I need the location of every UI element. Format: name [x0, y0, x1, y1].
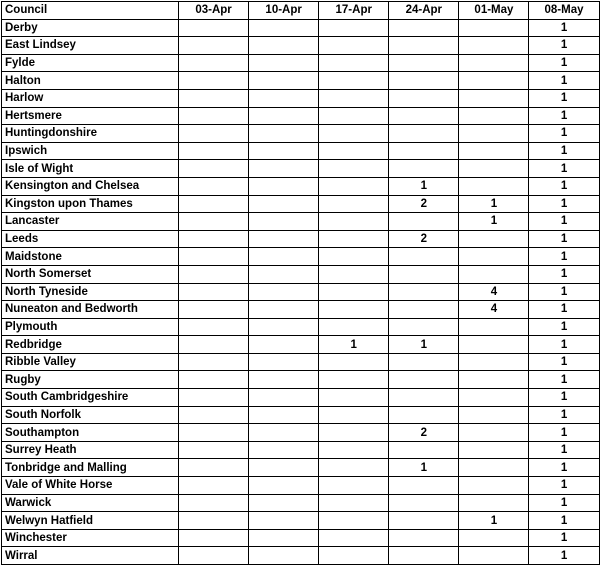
- count-cell: [459, 389, 529, 407]
- count-cell: [249, 441, 319, 459]
- count-cell: [319, 72, 389, 90]
- count-cell: [179, 265, 249, 283]
- count-cell: [389, 37, 459, 55]
- count-cell: [389, 477, 459, 495]
- count-cell: [319, 283, 389, 301]
- count-cell: [249, 177, 319, 195]
- count-cell: [319, 177, 389, 195]
- table-row: [2, 371, 600, 389]
- count-cell: [319, 54, 389, 72]
- count-cell: [179, 248, 249, 266]
- count-cell: [459, 406, 529, 424]
- count-cell: [249, 72, 319, 90]
- table-row: [2, 424, 600, 442]
- count-cell: 1: [529, 195, 599, 213]
- count-cell: [389, 547, 459, 565]
- table-row: [2, 248, 600, 266]
- table-row: [2, 353, 600, 371]
- count-cell: 1: [529, 248, 599, 266]
- count-cell: [459, 424, 529, 442]
- count-cell: [249, 547, 319, 565]
- count-cell: [389, 441, 459, 459]
- council-name-cell: Vale of White Horse: [2, 477, 179, 495]
- count-cell: 2: [389, 195, 459, 213]
- count-cell: [319, 160, 389, 178]
- count-cell: 1: [389, 177, 459, 195]
- count-cell: 1: [529, 441, 599, 459]
- count-cell: 1: [459, 213, 529, 231]
- count-cell: 1: [389, 336, 459, 354]
- count-cell: [249, 283, 319, 301]
- council-name-cell: Hertsmere: [2, 107, 179, 125]
- count-cell: [459, 371, 529, 389]
- count-cell: [249, 371, 319, 389]
- header-row: [2, 2, 600, 20]
- count-cell: [319, 547, 389, 565]
- count-cell: [249, 424, 319, 442]
- count-cell: [249, 477, 319, 495]
- council-name-cell: Rugby: [2, 371, 179, 389]
- count-cell: [249, 512, 319, 530]
- count-cell: [179, 424, 249, 442]
- count-cell: [319, 477, 389, 495]
- table-row: [2, 195, 600, 213]
- count-cell: [179, 512, 249, 530]
- table-row: [2, 441, 600, 459]
- count-cell: [179, 353, 249, 371]
- table-row: [2, 177, 600, 195]
- council-name-cell: Kingston upon Thames: [2, 195, 179, 213]
- council-name-cell: Ribble Valley: [2, 353, 179, 371]
- table-body: [2, 19, 600, 564]
- table-row: [2, 512, 600, 530]
- count-cell: [249, 160, 319, 178]
- council-name-cell: Fylde: [2, 54, 179, 72]
- count-cell: 1: [319, 336, 389, 354]
- count-cell: [459, 477, 529, 495]
- council-name-cell: Harlow: [2, 89, 179, 107]
- count-cell: [459, 142, 529, 160]
- count-cell: [249, 125, 319, 143]
- table-row: [2, 37, 600, 55]
- count-cell: [179, 177, 249, 195]
- count-cell: [249, 19, 319, 37]
- count-cell: 1: [529, 424, 599, 442]
- count-cell: [179, 371, 249, 389]
- table-row: [2, 301, 600, 319]
- count-cell: [319, 213, 389, 231]
- count-cell: [319, 371, 389, 389]
- council-name-cell: South Cambridgeshire: [2, 389, 179, 407]
- council-name-cell: Wirral: [2, 547, 179, 565]
- count-cell: [389, 301, 459, 319]
- count-cell: [319, 512, 389, 530]
- count-cell: [459, 529, 529, 547]
- count-cell: [389, 107, 459, 125]
- count-cell: [249, 230, 319, 248]
- table-row: [2, 54, 600, 72]
- count-cell: [249, 107, 319, 125]
- count-cell: 1: [529, 547, 599, 565]
- count-cell: [319, 230, 389, 248]
- count-cell: 1: [459, 195, 529, 213]
- column-header-17-apr: 17-Apr: [319, 2, 389, 20]
- count-cell: [389, 160, 459, 178]
- count-cell: [179, 37, 249, 55]
- table-row: [2, 406, 600, 424]
- count-cell: 1: [529, 371, 599, 389]
- count-cell: 4: [459, 301, 529, 319]
- council-name-cell: Kensington and Chelsea: [2, 177, 179, 195]
- count-cell: [179, 441, 249, 459]
- count-cell: [459, 459, 529, 477]
- count-cell: 2: [389, 424, 459, 442]
- count-cell: [319, 318, 389, 336]
- count-cell: [249, 195, 319, 213]
- table-row: [2, 213, 600, 231]
- count-cell: [249, 459, 319, 477]
- count-cell: [179, 336, 249, 354]
- count-cell: [179, 195, 249, 213]
- count-cell: [319, 125, 389, 143]
- count-cell: 1: [529, 265, 599, 283]
- count-cell: [459, 37, 529, 55]
- column-header-council: Council: [2, 2, 179, 20]
- count-cell: 1: [529, 37, 599, 55]
- count-cell: [179, 89, 249, 107]
- count-cell: [389, 265, 459, 283]
- count-cell: 1: [529, 72, 599, 90]
- count-cell: [389, 248, 459, 266]
- count-cell: [249, 54, 319, 72]
- table-row: [2, 89, 600, 107]
- count-cell: [389, 125, 459, 143]
- column-header-01-may: 01-May: [459, 2, 529, 20]
- count-cell: 1: [529, 142, 599, 160]
- count-cell: 1: [529, 177, 599, 195]
- count-cell: [319, 248, 389, 266]
- count-cell: 1: [529, 477, 599, 495]
- count-cell: [179, 477, 249, 495]
- column-header-03-apr: 03-Apr: [179, 2, 249, 20]
- count-cell: 1: [529, 301, 599, 319]
- count-cell: 1: [389, 459, 459, 477]
- count-cell: [249, 37, 319, 55]
- count-cell: [319, 424, 389, 442]
- table-row: [2, 283, 600, 301]
- count-cell: [459, 353, 529, 371]
- count-cell: [389, 406, 459, 424]
- count-cell: [389, 19, 459, 37]
- table-row: [2, 459, 600, 477]
- count-cell: [459, 177, 529, 195]
- council-name-cell: Huntingdonshire: [2, 125, 179, 143]
- count-cell: [319, 389, 389, 407]
- count-cell: [179, 54, 249, 72]
- count-cell: [179, 406, 249, 424]
- table-row: [2, 318, 600, 336]
- count-cell: [179, 459, 249, 477]
- column-header-24-apr: 24-Apr: [389, 2, 459, 20]
- count-cell: [459, 230, 529, 248]
- council-name-cell: Plymouth: [2, 318, 179, 336]
- count-cell: 1: [529, 459, 599, 477]
- count-cell: [459, 72, 529, 90]
- table-row: [2, 389, 600, 407]
- table-row: [2, 477, 600, 495]
- count-cell: [179, 547, 249, 565]
- count-cell: 1: [529, 336, 599, 354]
- count-cell: [389, 353, 459, 371]
- count-cell: [249, 389, 319, 407]
- count-cell: [249, 336, 319, 354]
- council-name-cell: North Tyneside: [2, 283, 179, 301]
- count-cell: 1: [529, 318, 599, 336]
- council-name-cell: East Lindsey: [2, 37, 179, 55]
- table-row: [2, 529, 600, 547]
- count-cell: [319, 142, 389, 160]
- count-cell: 1: [529, 529, 599, 547]
- count-cell: [249, 494, 319, 512]
- count-cell: [179, 529, 249, 547]
- count-cell: 1: [529, 406, 599, 424]
- count-cell: [389, 494, 459, 512]
- council-name-cell: South Norfolk: [2, 406, 179, 424]
- count-cell: [179, 230, 249, 248]
- count-cell: [179, 494, 249, 512]
- count-cell: 1: [529, 494, 599, 512]
- count-cell: [389, 54, 459, 72]
- count-cell: 1: [529, 89, 599, 107]
- count-cell: [249, 248, 319, 266]
- council-name-cell: Leeds: [2, 230, 179, 248]
- table-header: [2, 2, 600, 20]
- count-cell: [319, 195, 389, 213]
- count-cell: 1: [529, 19, 599, 37]
- table-row: [2, 547, 600, 565]
- count-cell: 2: [389, 230, 459, 248]
- count-cell: [459, 318, 529, 336]
- count-cell: [389, 512, 459, 530]
- count-cell: [179, 213, 249, 231]
- count-cell: [389, 389, 459, 407]
- count-cell: [319, 107, 389, 125]
- count-cell: [319, 19, 389, 37]
- count-cell: [389, 371, 459, 389]
- count-cell: 1: [529, 213, 599, 231]
- column-header-08-may: 08-May: [529, 2, 599, 20]
- council-name-cell: Isle of Wight: [2, 160, 179, 178]
- count-cell: [179, 107, 249, 125]
- count-cell: 1: [529, 160, 599, 178]
- count-cell: [179, 160, 249, 178]
- count-cell: [179, 142, 249, 160]
- count-cell: [459, 441, 529, 459]
- council-name-cell: Redbridge: [2, 336, 179, 354]
- table-row: [2, 265, 600, 283]
- count-cell: 4: [459, 283, 529, 301]
- council-name-cell: Derby: [2, 19, 179, 37]
- count-cell: [179, 301, 249, 319]
- count-cell: [319, 353, 389, 371]
- table-row: [2, 230, 600, 248]
- count-cell: [249, 353, 319, 371]
- count-cell: [459, 494, 529, 512]
- count-cell: [249, 213, 319, 231]
- count-cell: [319, 89, 389, 107]
- council-name-cell: Lancaster: [2, 213, 179, 231]
- count-cell: [389, 142, 459, 160]
- count-cell: [459, 54, 529, 72]
- council-name-cell: Surrey Heath: [2, 441, 179, 459]
- count-cell: [179, 125, 249, 143]
- count-cell: [459, 336, 529, 354]
- count-cell: 1: [459, 512, 529, 530]
- count-cell: 1: [529, 125, 599, 143]
- count-cell: [459, 125, 529, 143]
- count-cell: [249, 142, 319, 160]
- council-name-cell: Maidstone: [2, 248, 179, 266]
- council-table: [1, 1, 600, 565]
- table-row: [2, 160, 600, 178]
- count-cell: [179, 19, 249, 37]
- table-row: [2, 19, 600, 37]
- count-cell: 1: [529, 389, 599, 407]
- council-name-cell: Welwyn Hatfield: [2, 512, 179, 530]
- count-cell: [389, 89, 459, 107]
- council-name-cell: Winchester: [2, 529, 179, 547]
- count-cell: [319, 441, 389, 459]
- count-cell: [459, 547, 529, 565]
- count-cell: 1: [529, 54, 599, 72]
- count-cell: [459, 107, 529, 125]
- count-cell: 1: [529, 353, 599, 371]
- count-cell: [249, 529, 319, 547]
- count-cell: [249, 301, 319, 319]
- count-cell: [319, 406, 389, 424]
- count-cell: [319, 265, 389, 283]
- table-row: [2, 125, 600, 143]
- count-cell: 1: [529, 107, 599, 125]
- council-name-cell: Nuneaton and Bedworth: [2, 301, 179, 319]
- count-cell: 1: [529, 512, 599, 530]
- count-cell: [319, 459, 389, 477]
- count-cell: 1: [529, 283, 599, 301]
- count-cell: [459, 19, 529, 37]
- count-cell: [249, 318, 319, 336]
- count-cell: [459, 265, 529, 283]
- table-row: [2, 142, 600, 160]
- count-cell: [249, 89, 319, 107]
- count-cell: [459, 248, 529, 266]
- column-header-10-apr: 10-Apr: [249, 2, 319, 20]
- count-cell: [319, 301, 389, 319]
- count-cell: [249, 265, 319, 283]
- council-name-cell: Ipswich: [2, 142, 179, 160]
- council-name-cell: Southampton: [2, 424, 179, 442]
- count-cell: [319, 529, 389, 547]
- count-cell: [389, 283, 459, 301]
- count-cell: [179, 72, 249, 90]
- count-cell: [179, 389, 249, 407]
- council-name-cell: Warwick: [2, 494, 179, 512]
- table-row: [2, 107, 600, 125]
- council-name-cell: Tonbridge and Malling: [2, 459, 179, 477]
- count-cell: [459, 160, 529, 178]
- table-row: [2, 72, 600, 90]
- table-row: [2, 494, 600, 512]
- count-cell: [179, 283, 249, 301]
- council-name-cell: North Somerset: [2, 265, 179, 283]
- count-cell: [319, 494, 389, 512]
- table-row: [2, 336, 600, 354]
- count-cell: [459, 89, 529, 107]
- count-cell: 1: [529, 230, 599, 248]
- count-cell: [179, 318, 249, 336]
- count-cell: [319, 37, 389, 55]
- council-name-cell: Halton: [2, 72, 179, 90]
- count-cell: [249, 406, 319, 424]
- count-cell: [389, 213, 459, 231]
- count-cell: [389, 72, 459, 90]
- count-cell: [389, 529, 459, 547]
- count-cell: [389, 318, 459, 336]
